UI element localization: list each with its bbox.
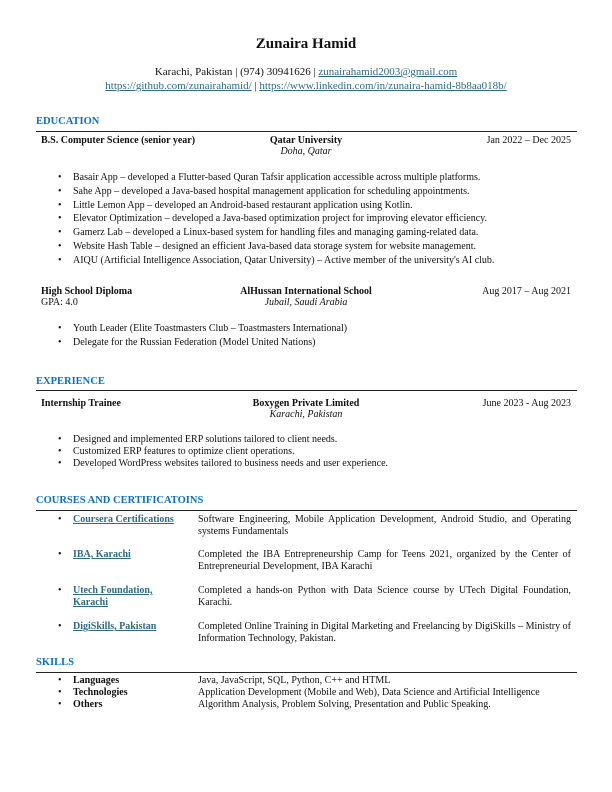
linkedin-link[interactable]: https://www.linkedin.com/in/zunaira-hamid-8b8aa018b/	[259, 80, 507, 92]
education-entry	[41, 286, 571, 308]
divider	[36, 390, 577, 391]
company: Boxygen Private Limited	[252, 398, 360, 409]
list-item: • Youth Leader (Elite Toastmasters Club – Toastmasters International)	[56, 322, 347, 336]
experience-entry	[41, 398, 571, 420]
course-description: Completed Online Training in Digital Marketing and Freelancing by DigiSkills – Ministry of Information Technology, Pakistan.	[198, 621, 571, 644]
list-item: • Elevator Optimization – developed a Java-based optimization project for improving elevator efficiency.	[56, 212, 494, 226]
contact-line	[0, 66, 612, 78]
skill-label: Technologies	[73, 687, 128, 698]
email-link[interactable]: zunairahamid2003@gmail.com	[318, 66, 458, 78]
courses-heading: COURSES AND CERTIFICATOINS	[36, 495, 204, 506]
phone: (974) 30941626	[240, 66, 311, 78]
location: Karachi, Pakistan	[154, 66, 233, 78]
skill-label: Languages	[73, 675, 120, 686]
list-item: • Website Hash Table – designed an efficient Java-based data storage system for website management.	[56, 240, 494, 254]
list-item: • AIQU (Artificial Intelligence Association, Qatar University) – Active member of the university's AI club.	[56, 254, 494, 268]
skill-label: Others	[73, 699, 103, 710]
course-link[interactable]: Utech Foundation, Karachi	[73, 585, 153, 608]
course-description: Software Engineering, Mobile Application Development, Android Studio, and Operating systems Fundamentals	[198, 514, 571, 537]
dates: Aug 2017 – Aug 2021	[482, 286, 571, 297]
list-item: • Little Lemon App – developed an Android-based restaurant application using Kotlin.	[56, 199, 494, 213]
candidate-name: Zunaira Hamid	[255, 36, 357, 52]
education-entry	[41, 135, 571, 157]
list-item: • Customized ERP features to optimize client operations.	[56, 446, 388, 458]
links-line	[0, 80, 612, 92]
list-item: • Basair App – developed a Flutter-based Quran Tafsir application accessible across multiple platforms.	[56, 171, 494, 185]
course-link[interactable]: Coursera Certifications	[73, 514, 174, 525]
divider	[36, 510, 577, 511]
skill-description: Java, JavaScript, SQL, Python, C++ and HTML	[198, 675, 391, 686]
experience-heading: EXPERIENCE	[36, 376, 105, 387]
divider	[36, 131, 577, 132]
list-item: • Gamerz Lab – developed a Linux-based system for handling files and managing gaming-related data.	[56, 226, 494, 240]
degree: B.S. Computer Science (senior year)	[41, 135, 196, 146]
github-link[interactable]: https://github.com/zunairahamid/	[105, 80, 252, 92]
skills-heading: SKILLS	[36, 657, 74, 668]
list-item: • Developed WordPress websites tailored to business needs and user experience.	[56, 458, 388, 470]
course-description: Completed a hands-on Python with Data Science course by UTech Digital Foundation, Karachi.	[198, 585, 571, 608]
degree: High School Diploma GPA: 4.0	[41, 286, 133, 308]
activity-list	[56, 322, 347, 350]
company-location: Karachi, Pakistan	[269, 409, 343, 420]
experience-list	[56, 434, 388, 470]
dates: Jan 2022 – Dec 2025	[486, 135, 571, 146]
list-item: • Sahe App – developed a Java-based hospital management application for scheduling appointments.	[56, 185, 494, 199]
separator: |	[254, 80, 257, 92]
gpa: GPA: 4.0	[41, 297, 78, 308]
school: AlHussan International School	[240, 286, 372, 297]
resume-page: Zunaira Hamid Karachi, Pakistan | (974) 30941626 | zunairahamid2003@gmail.com https://github.com/zunairahamid/ | https://www.linkedin.com/in/zunaira-hamid-8b8aa018b/ EDUCATION B.S. Computer Science (senior year) Qatar University Doha, Qatar Jan 2022 – Dec 2025 • Basair App – developed a Flutter-based Quran Tafsir application accessible across multiple platforms. • Sahe App – developed a Java-based hospital management application for scheduling appointments. • Little Lemon App – developed an Android-based restaurant application using Kotlin. • Elevator Optimization – developed a Java-based optimization project for improving elevator efficiency. • Gamerz Lab – developed a Linux-based system for handling files and managing gaming-related data. • Website Hash Table – designed an efficient Java-based data storage system for website management. • AIQU (Artificial Intelligence Association, Qatar University) – Active member of the university's AI club. High School Diploma GPA: 4.0 AlHussan International School Jubail, Saudi Arabia Aug 2017 – Aug 2021 • Youth Leader (Elite Toastmasters Club – Toastmasters International) • Delegate for the Russian Federation (Model United Nations) EXPERIENCE Internship Trainee Boxygen Private Limited Karachi, Pakistan June 2023 - Aug 2023 • Designed and implemented ERP solutions tailored to client needs. • Customized ERP features to optimize client operations. • Developed WordPress websites tailored to business needs and user experience. COURSES AND CERTIFICATOINS • Coursera Certifications Software Engineering, Mobile Application Development, Android Studio, and Operating systems Fundamentals • IBA, Karachi Completed the IBA Entrepreneurship Camp for Teens 2021, organized by the Center of Entrepreneurial Development, IBA Karachi • Utech Foundation, Karachi Completed a hands-on Python with Data Science course by UTech Digital Foundation, Karachi. • DigiSkills, Pakistan Completed Online Training in Digital Marketing and Freelancing by DigiSkills – Ministry of Information Technology, Pakistan. SKILLS • Languages Java, JavaScript, SQL, Python, C++ and HTML • Technologies Application Development (Mobile and Web), Data Science and Artificial Intelligence • Others Algorithm Analysis, Problem Solving, Presentation and Public Speaking.	[0, 0, 612, 792]
list-item: • Delegate for the Russian Federation (Model United Nations)	[56, 336, 347, 350]
course-link[interactable]: DigiSkills, Pakistan	[73, 621, 157, 632]
education-heading: EDUCATION	[36, 116, 100, 127]
separator: |	[235, 66, 238, 78]
role: Internship Trainee	[41, 398, 121, 409]
divider	[36, 672, 577, 673]
course-description: Completed the IBA Entrepreneurship Camp for Teens 2021, organized by the Center of Entrepreneurial Development, IBA Karachi	[198, 549, 571, 572]
list-item: • Designed and implemented ERP solutions tailored to client needs.	[56, 434, 388, 446]
skill-description: Application Development (Mobile and Web), Data Science and Artificial Intelligence	[198, 687, 540, 698]
dates: June 2023 - Aug 2023	[482, 398, 571, 409]
separator: |	[313, 66, 316, 78]
skill-description: Algorithm Analysis, Problem Solving, Presentation and Public Speaking.	[198, 699, 491, 710]
school: Qatar University	[269, 135, 343, 146]
school-location: Jubail, Saudi Arabia	[264, 297, 348, 308]
course-link[interactable]: IBA, Karachi	[73, 549, 131, 560]
school-location: Doha, Qatar	[280, 146, 332, 157]
project-list	[56, 171, 494, 268]
